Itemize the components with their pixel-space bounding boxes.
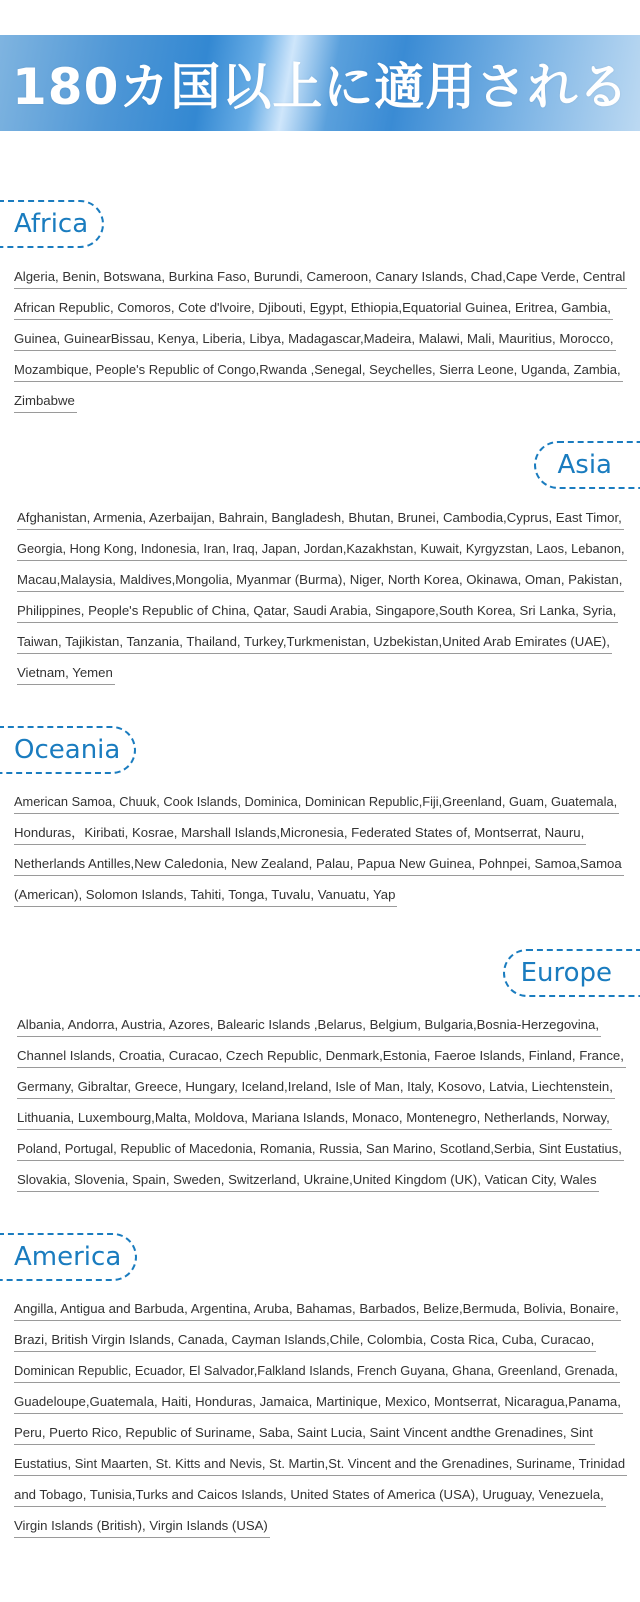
- country-line: Poland, Portugal, Republic of Macedonia, Romania, Russia, San Marino, Scotland,Serbia, Sint Eustatius,: [17, 1138, 624, 1161]
- country-line: (American), Solomon Islands, Tahiti, Tonga, Tuvalu, Vanuatu, Yap: [14, 884, 397, 907]
- country-line: Zimbabwe: [14, 390, 77, 413]
- country-line: Lithuania, Luxembourg,Malta, Moldova, Mariana Islands, Monaco, Montenegro, Netherlands, Norway,: [17, 1107, 612, 1130]
- country-list-oceania: [14, 791, 622, 915]
- country-list-america: [14, 1298, 626, 1546]
- country-line: Peru, Puerto Rico, Republic of Suriname, Saba, Saint Lucia, Saint Vincent andthe Grenadines, Sint: [14, 1422, 595, 1445]
- country-line: Mozambique, People's Republic of Congo,Rwanda ,Senegal, Seychelles, Sierra Leone, Uganda, Zambia,: [14, 359, 623, 382]
- country-line: Germany, Gibraltar, Greece, Hungary, Iceland,Ireland, Isle of Man, Italy, Kosovo, Latvia, Liechtenstein,: [17, 1076, 615, 1099]
- country-line: Netherlands Antilles,New Caledonia, New Zealand, Palau, Papua New Guinea, Pohnpei, Samoa,Samoa: [14, 853, 624, 876]
- country-line: American Samoa, Chuuk, Cook Islands, Dominica, Dominican Republic,Fiji,Greenland, Guam, Guatemala,: [14, 791, 619, 814]
- country-list-africa: [14, 266, 626, 421]
- section-badge-oceania: Oceania: [0, 726, 136, 774]
- country-line: African Republic, Comoros, Cote d'lvoire, Djibouti, Egypt, Ethiopia,Equatorial Guinea, Eritrea, Gambia,: [14, 297, 613, 320]
- country-line: Virgin Islands (British), Virgin Islands (USA): [14, 1515, 270, 1538]
- country-list-asia: [17, 507, 625, 693]
- country-line: Algeria, Benin, Botswana, Burkina Faso, Burundi, Cameroon, Canary Islands, Chad,Cape Verde, Central: [14, 266, 627, 289]
- country-line: Channel Islands, Croatia, Curacao, Czech Republic, Denmark,Estonia, Faeroe Islands, Finland, France,: [17, 1045, 626, 1068]
- country-line: Afghanistan, Armenia, Azerbaijan, Bahrain, Bangladesh, Bhutan, Brunei, Cambodia,Cyprus, East Timor,: [17, 507, 624, 530]
- country-line: Albania, Andorra, Austria, Azores, Balearic Islands ,Belarus, Belgium, Bulgaria,Bosnia-Herzegovina,: [17, 1014, 601, 1037]
- section-badge-asia: Asia: [534, 441, 640, 489]
- country-line: Guinea, GuinearBissau, Kenya, Liberia, Libya, Madagascar,Madeira, Malawi, Mali, Mauritius, Morocco,: [14, 328, 616, 351]
- country-line: Philippines, People's Republic of China, Qatar, Saudi Arabia, Singapore,South Korea, Sri Lanka, Syria,: [17, 600, 618, 623]
- banner-title: 180カ国以上に適用される: [12, 58, 630, 116]
- country-line: Dominican Republic, Ecuador, El Salvador,Falkland Islands, French Guyana, Ghana, Greenland, Grenada,: [14, 1360, 620, 1383]
- title-banner: [0, 35, 640, 131]
- section-badge-america: America: [0, 1233, 137, 1281]
- section-badge-europe: Europe: [503, 949, 640, 997]
- country-line: Eustatius, Sint Maarten, St. Kitts and Nevis, St. Martin,St. Vincent and the Grenadines, Suriname, Trinidad: [14, 1453, 627, 1476]
- country-line: Brazi, British Virgin Islands, Canada, Cayman Islands,Chile, Colombia, Costa Rica, Cuba, Curacao,: [14, 1329, 596, 1352]
- country-line: Macau,Malaysia, Maldives,Mongolia, Myanmar (Burma), Niger, North Korea, Okinawa, Oman, Pakistan,: [17, 569, 624, 592]
- country-line: Angilla, Antigua and Barbuda, Argentina, Aruba, Bahamas, Barbados, Belize,Bermuda, Bolivia, Bonaire,: [14, 1298, 621, 1321]
- country-line: Slovakia, Slovenia, Spain, Sweden, Switzerland, Ukraine,United Kingdom (UK), Vatican City, Wales: [17, 1169, 599, 1192]
- country-line: and Tobago, Tunisia,Turks and Caicos Islands, United States of America (USA), Uruguay, Venezuela,: [14, 1484, 606, 1507]
- country-line: Honduras，Kiribati, Kosrae, Marshall Islands,Micronesia, Federated States of, Montserrat, Nauru,: [14, 822, 586, 845]
- section-badge-africa: Africa: [0, 200, 104, 248]
- country-list-europe: [17, 1014, 624, 1200]
- country-line: Taiwan, Tajikistan, Tanzania, Thailand, Turkey,Turkmenistan, Uzbekistan,United Arab Emirates (UAE),: [17, 631, 612, 654]
- country-line: Guadeloupe,Guatemala, Haiti, Honduras, Jamaica, Martinique, Mexico, Montserrat, Nicaragua,Panama,: [14, 1391, 623, 1414]
- country-line: Georgia, Hong Kong, Indonesia, Iran, Iraq, Japan, Jordan,Kazakhstan, Kuwait, Kyrgyzstan, Laos, Lebanon,: [17, 538, 627, 561]
- country-line: Vietnam, Yemen: [17, 662, 115, 685]
